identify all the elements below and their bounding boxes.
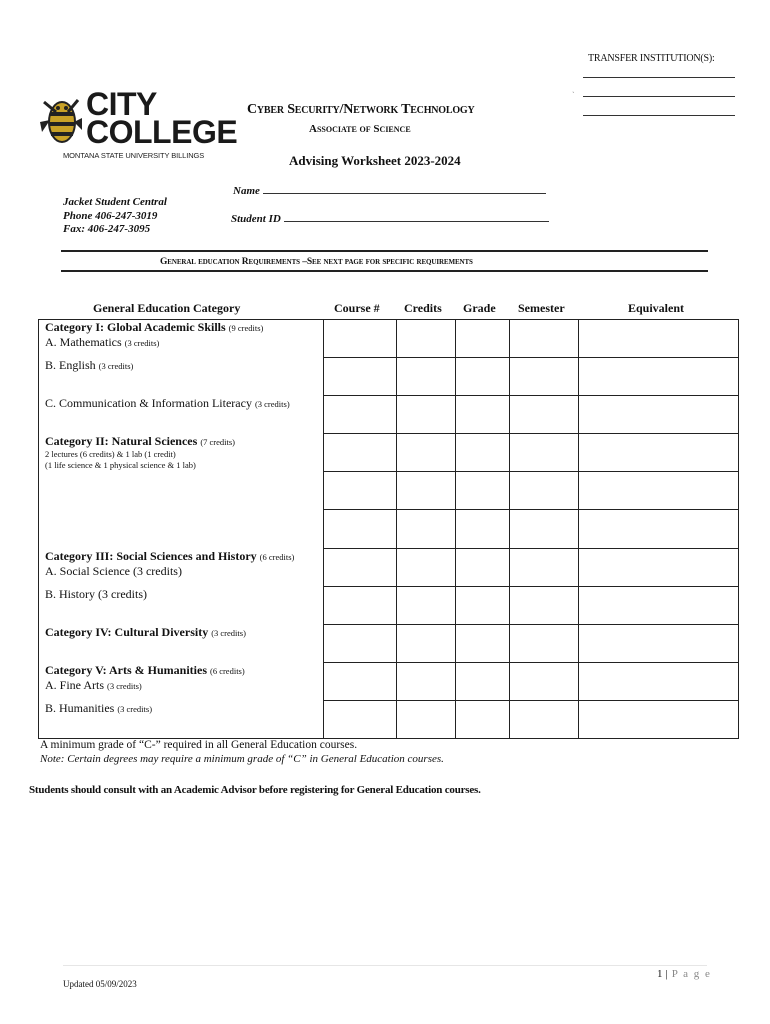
credits-cell[interactable]	[396, 509, 456, 549]
cat2-credits: (7 credits)	[200, 437, 236, 447]
equivalent-cell[interactable]	[578, 662, 739, 701]
cat1-a-credits: (3 credits)	[124, 338, 160, 348]
equivalent-cell[interactable]	[578, 700, 739, 739]
cat3-a-label: A. Social Science (3 credits)	[45, 564, 182, 578]
cat3-heading	[45, 549, 294, 564]
transfer-institution-label: TRANSFER INSTITUTION(S):	[588, 53, 715, 64]
header-equivalent: Equivalent	[628, 301, 685, 315]
footer-divider	[63, 965, 707, 966]
grade-cell[interactable]	[455, 319, 510, 358]
equivalent-cell[interactable]	[578, 548, 739, 587]
transfer-line-1[interactable]	[583, 77, 735, 78]
cat1-a-label: A. Mathematics	[45, 335, 122, 349]
course-cell[interactable]	[323, 548, 397, 587]
cat1-c-label: C. Communication & Information Literacy	[45, 396, 252, 410]
course-cell[interactable]	[323, 586, 397, 625]
course-cell[interactable]	[323, 509, 397, 549]
course-cell[interactable]	[323, 433, 397, 472]
page-word: P a g e	[667, 968, 712, 980]
header-course: Course #	[334, 301, 380, 315]
credits-cell[interactable]	[396, 471, 456, 510]
grade-cell[interactable]	[455, 433, 510, 472]
grade-cell[interactable]	[455, 395, 510, 434]
semester-cell[interactable]	[509, 433, 579, 472]
cat4-credits: (3 credits)	[211, 628, 246, 638]
grade-cell[interactable]	[455, 586, 510, 625]
equivalent-cell[interactable]	[578, 395, 739, 434]
transfer-line-3[interactable]	[583, 115, 735, 116]
worksheet-title: Advising Worksheet 2023-2024	[289, 153, 461, 168]
cat1-a-row-label	[45, 335, 159, 350]
equivalent-cell[interactable]	[578, 586, 739, 625]
equivalent-cell[interactable]	[578, 319, 739, 358]
transfer-line-2[interactable]	[583, 96, 735, 97]
header-credits: Credits	[404, 301, 442, 315]
logo-college-text: COLLEGE	[86, 114, 238, 150]
cat1-c-row-label	[45, 396, 290, 411]
semester-cell[interactable]	[509, 662, 579, 701]
grade-cell[interactable]	[455, 471, 510, 510]
header-semester: Semester	[518, 301, 565, 315]
grade-cell[interactable]	[455, 624, 510, 663]
cat2-title: Category II: Natural Sciences	[45, 434, 198, 448]
semester-cell[interactable]	[509, 395, 579, 434]
yellowjacket-logo-icon	[38, 92, 84, 150]
cat1-title: Category I: Global Academic Skills	[45, 320, 226, 334]
cat5-title: Category V: Arts & Humanities	[45, 663, 207, 677]
min-grade-note: A minimum grade of “C-” required in all General Education courses.	[40, 739, 358, 751]
credits-cell[interactable]	[396, 700, 456, 739]
semester-cell[interactable]	[509, 586, 579, 625]
fax-number: Fax: 406-247-3095	[63, 223, 151, 235]
cat5-a-row-label	[45, 678, 142, 693]
cat4-title: Category IV: Cultural Diversity	[45, 625, 209, 639]
grade-cell[interactable]	[455, 509, 510, 549]
logo-subtitle: MONTANA STATE UNIVERSITY BILLINGS	[63, 151, 205, 160]
semester-cell[interactable]	[509, 509, 579, 549]
cat5-b-row-label	[45, 701, 152, 716]
header-grade: Grade	[463, 301, 496, 315]
student-id-field[interactable]	[231, 211, 549, 225]
certain-degrees-note: Note: Certain degrees may require a minimum grade of “C” in General Education courses.	[40, 753, 444, 765]
equivalent-cell[interactable]	[578, 624, 739, 663]
course-cell[interactable]	[323, 471, 397, 510]
credits-cell[interactable]	[396, 357, 456, 396]
degree-title: Associate of Science	[309, 123, 411, 135]
program-title: Cyber Security/Network Technology	[247, 102, 475, 117]
cat4-heading	[45, 625, 246, 640]
page-number	[657, 968, 711, 980]
equivalent-cell[interactable]	[578, 357, 739, 396]
logo-city-text: CITY	[86, 86, 157, 122]
semester-cell[interactable]	[509, 357, 579, 396]
course-cell[interactable]	[323, 319, 397, 358]
grade-cell[interactable]	[455, 357, 510, 396]
phone-number: Phone 406-247-3019	[63, 209, 158, 222]
name-field[interactable]	[233, 183, 546, 197]
equivalent-cell[interactable]	[578, 509, 739, 549]
student-id-input-line[interactable]	[284, 211, 549, 222]
cat1-credits: (9 credits)	[228, 323, 264, 333]
cat5-heading	[45, 663, 245, 678]
equivalent-cell[interactable]	[578, 433, 739, 472]
cat1-b-credits: (3 credits)	[98, 361, 134, 371]
credits-cell[interactable]	[396, 319, 456, 358]
name-label: Name	[233, 185, 260, 197]
course-cell[interactable]	[323, 662, 397, 701]
divider-bottom	[61, 270, 708, 272]
course-cell[interactable]	[323, 395, 397, 434]
cat2-line1: 2 lectures (6 credits) & 1 lab (1 credit)	[45, 449, 176, 459]
credits-cell[interactable]	[396, 586, 456, 625]
transfer-mark: ˎ	[572, 84, 575, 93]
updated-date: Updated 05/09/2023	[63, 979, 137, 989]
credits-cell[interactable]	[396, 624, 456, 663]
cat5-a-credits: (3 credits)	[107, 681, 142, 691]
semester-cell[interactable]	[509, 471, 579, 510]
credits-cell[interactable]	[396, 662, 456, 701]
cat5-credits: (6 credits)	[210, 666, 245, 676]
credits-cell[interactable]	[396, 433, 456, 472]
cat3-credits: (6 credits)	[259, 552, 295, 562]
cat1-b-row-label	[45, 358, 133, 373]
cat1-heading	[45, 320, 263, 335]
cat5-b-credits: (3 credits)	[117, 704, 153, 714]
contact-block	[63, 196, 167, 237]
credits-cell[interactable]	[396, 548, 456, 587]
student-id-label: Student ID	[231, 213, 281, 225]
page-number-value: 1 |	[657, 968, 668, 980]
cat3-title: Category III: Social Sciences and History	[45, 549, 257, 563]
course-cell[interactable]	[323, 624, 397, 663]
cat1-c-credits: (3 credits)	[254, 399, 290, 409]
cat3-b-label: B. History (3 credits)	[45, 587, 147, 601]
course-cell[interactable]	[323, 700, 397, 739]
header-category: General Education Category	[93, 301, 241, 315]
gen-ed-heading: General education Requirements –See next page for specific requirements	[160, 257, 473, 267]
equivalent-cell[interactable]	[578, 471, 739, 510]
grade-cell[interactable]	[455, 548, 510, 587]
cat2-heading	[45, 434, 235, 449]
cat1-b-label: B. English	[45, 358, 96, 372]
semester-cell[interactable]	[509, 548, 579, 587]
cat5-a-label: A. Fine Arts	[45, 678, 105, 692]
cat2-line2: (1 life science & 1 physical science & 1 lab)	[45, 460, 196, 470]
grade-cell[interactable]	[455, 662, 510, 701]
office-name: Jacket Student Central	[63, 196, 167, 208]
cat5-b-label: B. Humanities	[45, 701, 115, 715]
divider-top	[61, 250, 708, 252]
consult-advisor-note: Students should consult with an Academic Advisor before registering for General Education courses.	[29, 784, 481, 796]
semester-cell[interactable]	[509, 319, 579, 358]
grade-cell[interactable]	[455, 700, 510, 739]
credits-cell[interactable]	[396, 395, 456, 434]
semester-cell[interactable]	[509, 624, 579, 663]
semester-cell[interactable]	[509, 700, 579, 739]
city-college-logo	[38, 86, 243, 162]
name-input-line[interactable]	[263, 183, 546, 194]
course-cell[interactable]	[323, 357, 397, 396]
